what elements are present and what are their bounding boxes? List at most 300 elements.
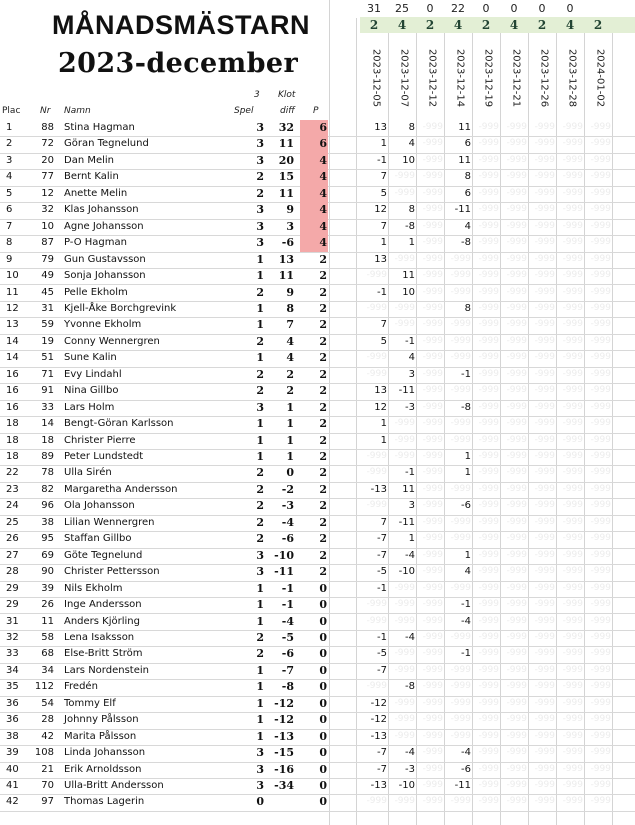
player-name-cell: Christer Pierre: [64, 434, 136, 446]
table-row[interactable]: [0, 712, 635, 729]
empty-score-cell: -999: [506, 385, 527, 396]
empty-score-cell: -999: [506, 648, 527, 659]
player-name-cell: Christer Pettersson: [64, 566, 160, 578]
empty-score-cell: -999: [394, 253, 415, 264]
placement-cell: 18: [6, 451, 19, 462]
empty-score-cell: -999: [422, 615, 443, 626]
placement-cell: 25: [6, 516, 19, 528]
round-count: 31: [367, 2, 381, 15]
round-date-header[interactable]: 2023-12-07: [398, 48, 410, 108]
empty-score-cell: -999: [422, 500, 443, 511]
placement-cell: 13: [6, 319, 19, 331]
table-row[interactable]: [0, 285, 635, 302]
player-number-cell: 87: [41, 237, 54, 249]
player-number-cell: 49: [41, 270, 54, 282]
round-score-cell: 4: [464, 220, 471, 232]
empty-score-cell: -999: [506, 730, 527, 741]
points-cell: 2: [319, 301, 327, 315]
table-row[interactable]: [0, 301, 635, 318]
games-played-cell: 1: [256, 581, 264, 595]
empty-score-cell: -999: [478, 270, 499, 281]
empty-score-cell: -999: [478, 796, 499, 807]
round-score-cell: 12: [374, 204, 387, 216]
empty-score-cell: -999: [590, 566, 611, 577]
placement-cell: 16: [6, 401, 19, 413]
table-row[interactable]: [0, 317, 635, 334]
round-date-header[interactable]: 2023-12-21: [510, 48, 522, 108]
round-date-header[interactable]: 2023-12-19: [482, 48, 494, 108]
round-date-header[interactable]: 2023-12-14: [454, 48, 466, 108]
empty-score-cell: -999: [506, 335, 527, 346]
empty-score-cell: -999: [590, 122, 611, 132]
player-name-cell: Klas Johansson: [64, 204, 139, 216]
player-number-cell: 54: [41, 697, 54, 709]
games-played-cell: 3: [256, 548, 264, 562]
diff-header-top: Klot: [278, 90, 296, 100]
empty-score-cell: -999: [478, 385, 499, 396]
empty-score-cell: -999: [590, 352, 611, 363]
games-played-cell: 1: [256, 417, 264, 431]
player-number-cell: 39: [41, 582, 54, 594]
empty-score-cell: -999: [562, 451, 583, 461]
table-row[interactable]: [0, 120, 635, 137]
round-score-cell: -4: [461, 615, 471, 627]
table-row[interactable]: [0, 153, 635, 170]
empty-score-cell: -999: [478, 582, 499, 593]
empty-score-cell: -999: [590, 631, 611, 642]
empty-score-cell: -999: [506, 401, 527, 412]
player-name-cell: Else-Britt Ström: [64, 648, 143, 660]
empty-score-cell: -999: [590, 516, 611, 527]
table-row[interactable]: [0, 679, 635, 696]
empty-score-cell: -999: [478, 615, 499, 626]
empty-score-cell: -999: [506, 763, 527, 774]
table-row[interactable]: [0, 597, 635, 614]
table-row[interactable]: [0, 646, 635, 663]
ball-diff-cell: -4: [281, 515, 294, 529]
table-row[interactable]: [0, 416, 635, 433]
empty-score-cell: -999: [506, 286, 527, 297]
table-row[interactable]: [0, 614, 635, 631]
empty-score-cell: -999: [590, 582, 611, 593]
ball-diff-cell: -8: [281, 680, 294, 694]
ball-diff-cell: 1: [286, 400, 294, 414]
games-played-cell: 1: [256, 450, 264, 463]
round-score-cell: -11: [398, 385, 415, 397]
placement-cell: 41: [6, 780, 19, 791]
empty-score-cell: -999: [366, 451, 387, 461]
round-score-cell: 1: [380, 418, 387, 430]
table-row[interactable]: [0, 663, 635, 680]
empty-score-cell: -999: [562, 483, 583, 494]
empty-score-cell: -999: [506, 516, 527, 527]
empty-score-cell: -999: [562, 549, 583, 560]
points-cell: 0: [319, 729, 327, 743]
placement-cell: 27: [6, 549, 19, 561]
round-score-cell: 6: [464, 187, 471, 199]
empty-score-cell: -999: [478, 747, 499, 758]
round-date-header[interactable]: 2023-12-28: [566, 48, 578, 108]
placement-cell: 2: [6, 138, 13, 150]
table-row[interactable]: [0, 383, 635, 400]
nr-header: Nr: [40, 106, 51, 116]
points-cell: 6: [319, 137, 327, 151]
round-score-cell: -8: [461, 401, 471, 413]
empty-score-cell: -999: [478, 368, 499, 379]
empty-score-cell: -999: [366, 500, 387, 511]
round-score-cell: 3: [408, 500, 415, 512]
table-row[interactable]: [0, 581, 635, 598]
empty-score-cell: -999: [478, 253, 499, 264]
empty-score-cell: -999: [422, 154, 443, 165]
empty-score-cell: -999: [478, 122, 499, 132]
round-score-cell: 12: [374, 401, 387, 413]
round-counts-row: [330, 0, 635, 18]
table-row[interactable]: [0, 762, 635, 779]
player-name-cell: Pelle Ekholm: [64, 286, 128, 298]
points-cell: 2: [319, 417, 327, 431]
empty-score-cell: -999: [562, 714, 583, 725]
games-played-cell: 3: [256, 565, 264, 579]
round-score-cell: 1: [380, 138, 387, 150]
empty-score-cell: -999: [534, 467, 555, 478]
empty-score-cell: -999: [450, 270, 471, 281]
points-cell: 2: [319, 548, 327, 562]
games-played-cell: 2: [256, 630, 264, 644]
empty-score-cell: -999: [506, 237, 527, 248]
player-number-cell: 26: [41, 599, 54, 611]
games-played-cell: 1: [256, 696, 264, 710]
points-cell: 2: [319, 285, 327, 299]
placement-cell: 38: [6, 730, 19, 742]
placement-cell: 24: [6, 500, 19, 512]
table-row[interactable]: [0, 498, 635, 515]
placement-cell: 7: [6, 220, 13, 232]
empty-score-cell: -999: [422, 631, 443, 642]
empty-score-cell: -999: [394, 171, 415, 182]
round-score-cell: -4: [405, 631, 415, 643]
empty-score-cell: -999: [562, 122, 583, 132]
empty-score-cell: -999: [590, 270, 611, 281]
table-row[interactable]: [0, 465, 635, 482]
empty-score-cell: -999: [450, 730, 471, 741]
round-count: 22: [451, 2, 465, 15]
empty-score-cell: -999: [534, 615, 555, 626]
empty-score-cell: -999: [478, 418, 499, 429]
games-played-cell: 0: [256, 795, 264, 809]
empty-score-cell: -999: [478, 204, 499, 215]
empty-score-cell: -999: [478, 302, 499, 313]
table-row[interactable]: [0, 794, 635, 811]
empty-score-cell: -999: [450, 697, 471, 708]
round-score-cell: -4: [405, 549, 415, 561]
empty-score-cell: -999: [394, 434, 415, 445]
empty-score-cell: -999: [534, 681, 555, 692]
table-row[interactable]: [0, 564, 635, 581]
ball-diff-cell: -16: [274, 762, 294, 776]
empty-score-cell: -999: [422, 747, 443, 758]
player-name-cell: Nina Gillbo: [64, 385, 119, 397]
table-row[interactable]: [0, 219, 635, 236]
table-row[interactable]: [0, 515, 635, 532]
player-name-cell: Peter Lundstedt: [64, 451, 144, 462]
empty-score-cell: -999: [478, 648, 499, 659]
player-number-cell: 14: [41, 418, 54, 430]
ball-diff-cell: 4: [286, 334, 294, 348]
empty-score-cell: -999: [590, 187, 611, 198]
empty-score-cell: -999: [590, 319, 611, 330]
empty-score-cell: -999: [422, 599, 443, 610]
round-date-header[interactable]: 2023-12-12: [426, 48, 438, 108]
table-row[interactable]: [0, 729, 635, 746]
empty-score-cell: -999: [534, 763, 555, 774]
empty-score-cell: -999: [422, 319, 443, 330]
empty-score-cell: -999: [506, 187, 527, 198]
player-name-cell: Lilian Wennergren: [64, 516, 155, 528]
ball-diff-cell: 11: [278, 269, 294, 283]
empty-score-cell: -999: [506, 467, 527, 478]
table-row[interactable]: [0, 400, 635, 417]
player-name-cell: Göran Tegnelund: [64, 138, 149, 150]
empty-score-cell: -999: [422, 302, 443, 313]
player-name-cell: Bernt Kalin: [64, 171, 119, 183]
table-row[interactable]: [0, 186, 635, 203]
placement-cell: 32: [6, 631, 19, 643]
points-cell: 2: [319, 450, 327, 463]
player-number-cell: 38: [41, 516, 54, 528]
empty-score-cell: -999: [394, 451, 415, 461]
empty-score-cell: -999: [534, 730, 555, 741]
empty-score-cell: -999: [590, 171, 611, 182]
table-row[interactable]: [0, 252, 635, 269]
placement-cell: 3: [6, 154, 13, 166]
round-score-cell: -13: [370, 483, 387, 495]
empty-score-cell: -999: [422, 270, 443, 281]
table-row[interactable]: [0, 235, 635, 252]
empty-score-cell: -999: [366, 599, 387, 610]
points-cell: 0: [319, 795, 327, 809]
empty-score-cell: -999: [590, 434, 611, 445]
points-cell: 0: [319, 680, 327, 694]
empty-score-cell: -999: [534, 582, 555, 593]
player-number-cell: 45: [41, 286, 54, 298]
player-number-cell: 34: [41, 664, 54, 676]
round-score-cell: -10: [398, 566, 415, 578]
empty-score-cell: -999: [506, 154, 527, 165]
empty-score-cell: -999: [422, 418, 443, 429]
empty-score-cell: -999: [394, 714, 415, 725]
empty-score-cell: -999: [590, 533, 611, 544]
empty-score-cell: -999: [534, 237, 555, 248]
empty-score-cell: -999: [590, 681, 611, 692]
empty-score-cell: -999: [562, 664, 583, 675]
empty-score-cell: -999: [590, 418, 611, 429]
table-row[interactable]: [0, 268, 635, 285]
player-number-cell: 97: [41, 796, 54, 808]
table-row[interactable]: [0, 482, 635, 499]
empty-score-cell: -999: [422, 483, 443, 494]
table-row[interactable]: [0, 136, 635, 153]
games-played-cell: 2: [256, 367, 264, 381]
games-played-cell: 1: [256, 614, 264, 628]
empty-score-cell: -999: [562, 730, 583, 741]
table-row[interactable]: [0, 778, 635, 795]
round-date-header[interactable]: 2023-12-26: [538, 48, 550, 108]
player-number-cell: 79: [41, 253, 54, 265]
empty-score-cell: -999: [478, 138, 499, 149]
round-date-header[interactable]: 2024-01-02: [594, 48, 606, 108]
round-score-cell: -5: [377, 648, 387, 660]
empty-score-cell: -999: [534, 270, 555, 281]
empty-score-cell: -999: [506, 122, 527, 132]
empty-score-cell: -999: [422, 451, 443, 461]
player-name-cell: Lars Nordenstein: [64, 664, 149, 676]
empty-score-cell: -999: [562, 434, 583, 445]
empty-score-cell: -999: [478, 319, 499, 330]
table-row[interactable]: [0, 696, 635, 713]
round-max: 2: [425, 18, 435, 32]
empty-score-cell: -999: [534, 533, 555, 544]
table-row[interactable]: [0, 202, 635, 219]
empty-score-cell: -999: [590, 697, 611, 708]
empty-score-cell: -999: [394, 615, 415, 626]
points-cell: 4: [319, 219, 327, 233]
empty-score-cell: -999: [422, 566, 443, 577]
player-number-cell: 58: [41, 631, 54, 643]
round-count: 25: [395, 2, 409, 15]
table-row[interactable]: [0, 334, 635, 351]
empty-score-cell: -999: [450, 385, 471, 396]
ball-diff-cell: 20: [278, 153, 294, 167]
empty-score-cell: -999: [478, 730, 499, 741]
player-name-cell: Marita Pålsson: [64, 730, 137, 742]
round-max: 4: [565, 18, 575, 32]
table-row[interactable]: [0, 449, 635, 466]
round-score-cell: 13: [374, 253, 387, 265]
empty-score-cell: -999: [478, 697, 499, 708]
player-name-cell: Bengt-Göran Karlsson: [64, 418, 174, 430]
empty-score-cell: -999: [534, 516, 555, 527]
empty-score-cell: -999: [506, 368, 527, 379]
empty-score-cell: -999: [450, 434, 471, 445]
player-name-cell: Ulla-Britt Andersson: [64, 780, 164, 791]
empty-score-cell: -999: [534, 122, 555, 132]
round-score-cell: -7: [377, 549, 387, 561]
empty-score-cell: -999: [562, 582, 583, 593]
empty-score-cell: -999: [506, 270, 527, 281]
placement-cell: 29: [6, 582, 19, 594]
empty-score-cell: -999: [506, 451, 527, 461]
empty-score-cell: -999: [534, 599, 555, 610]
placement-cell: 28: [6, 566, 19, 578]
points-cell: 0: [319, 598, 327, 612]
table-row[interactable]: [0, 169, 635, 186]
empty-score-cell: -999: [478, 187, 499, 198]
ball-diff-cell: -10: [274, 548, 294, 562]
placement-cell: 39: [6, 747, 19, 759]
empty-score-cell: -999: [562, 270, 583, 281]
empty-score-cell: -999: [478, 335, 499, 346]
round-score-cell: -12: [370, 697, 387, 709]
round-score-cell: 4: [408, 138, 415, 150]
points-cell: 2: [319, 334, 327, 348]
empty-score-cell: -999: [506, 697, 527, 708]
ball-diff-cell: -15: [274, 746, 294, 760]
player-number-cell: 31: [41, 302, 54, 314]
games-played-cell: 2: [256, 170, 264, 184]
empty-score-cell: -999: [562, 697, 583, 708]
points-cell: 0: [319, 713, 327, 727]
empty-score-cell: -999: [394, 582, 415, 593]
player-number-cell: 12: [41, 187, 54, 199]
table-row[interactable]: [0, 531, 635, 548]
empty-score-cell: -999: [562, 319, 583, 330]
empty-score-cell: -999: [590, 714, 611, 725]
empty-score-cell: -999: [394, 648, 415, 659]
table-row[interactable]: [0, 367, 635, 384]
ball-diff-cell: -3: [281, 499, 294, 513]
player-name-cell: Inge Andersson: [64, 599, 142, 611]
empty-score-cell: -999: [562, 138, 583, 149]
empty-score-cell: -999: [506, 582, 527, 593]
round-score-cell: -11: [398, 516, 415, 528]
empty-score-cell: -999: [450, 714, 471, 725]
round-score-cell: 11: [458, 154, 471, 166]
games-played-cell: 3: [256, 121, 264, 134]
games-played-cell: 1: [256, 269, 264, 283]
player-name-cell: Nils Ekholm: [64, 582, 123, 594]
ball-diff-cell: 11: [278, 137, 294, 151]
ball-diff-cell: -4: [281, 614, 294, 628]
round-score-cell: 1: [408, 533, 415, 545]
table-row[interactable]: [0, 630, 635, 647]
ball-diff-cell: 2: [286, 367, 294, 381]
games-played-cell: 1: [256, 301, 264, 315]
empty-score-cell: -999: [534, 566, 555, 577]
empty-score-cell: -999: [366, 615, 387, 626]
empty-score-cell: -999: [422, 187, 443, 198]
empty-score-cell: -999: [590, 599, 611, 610]
games-played-cell: 1: [256, 252, 264, 266]
empty-score-cell: -999: [562, 648, 583, 659]
player-number-cell: 70: [41, 780, 54, 791]
round-count: 0: [482, 2, 490, 15]
ball-diff-cell: -12: [274, 696, 294, 710]
empty-score-cell: -999: [562, 566, 583, 577]
points-cell: 2: [319, 269, 327, 283]
player-number-cell: 78: [41, 467, 54, 479]
empty-score-cell: -999: [450, 352, 471, 363]
empty-score-cell: -999: [534, 664, 555, 675]
empty-score-cell: -999: [478, 434, 499, 445]
placement-cell: 40: [6, 763, 19, 775]
player-name-cell: Dan Melin: [64, 154, 115, 166]
player-name-cell: Anders Kjörling: [64, 615, 140, 627]
table-row[interactable]: [0, 350, 635, 367]
table-row[interactable]: [0, 548, 635, 565]
round-score-cell: -1: [377, 631, 387, 643]
empty-score-cell: -999: [534, 352, 555, 363]
round-date-header[interactable]: 2023-12-05: [370, 48, 382, 108]
placement-cell: 18: [6, 434, 19, 446]
player-name-cell: Ola Johansson: [64, 500, 135, 512]
table-row[interactable]: [0, 433, 635, 450]
table-row[interactable]: [0, 745, 635, 762]
empty-score-cell: -999: [590, 204, 611, 215]
round-score-cell: 8: [408, 122, 415, 133]
placement-cell: 5: [6, 187, 13, 199]
empty-score-cell: -999: [422, 549, 443, 560]
